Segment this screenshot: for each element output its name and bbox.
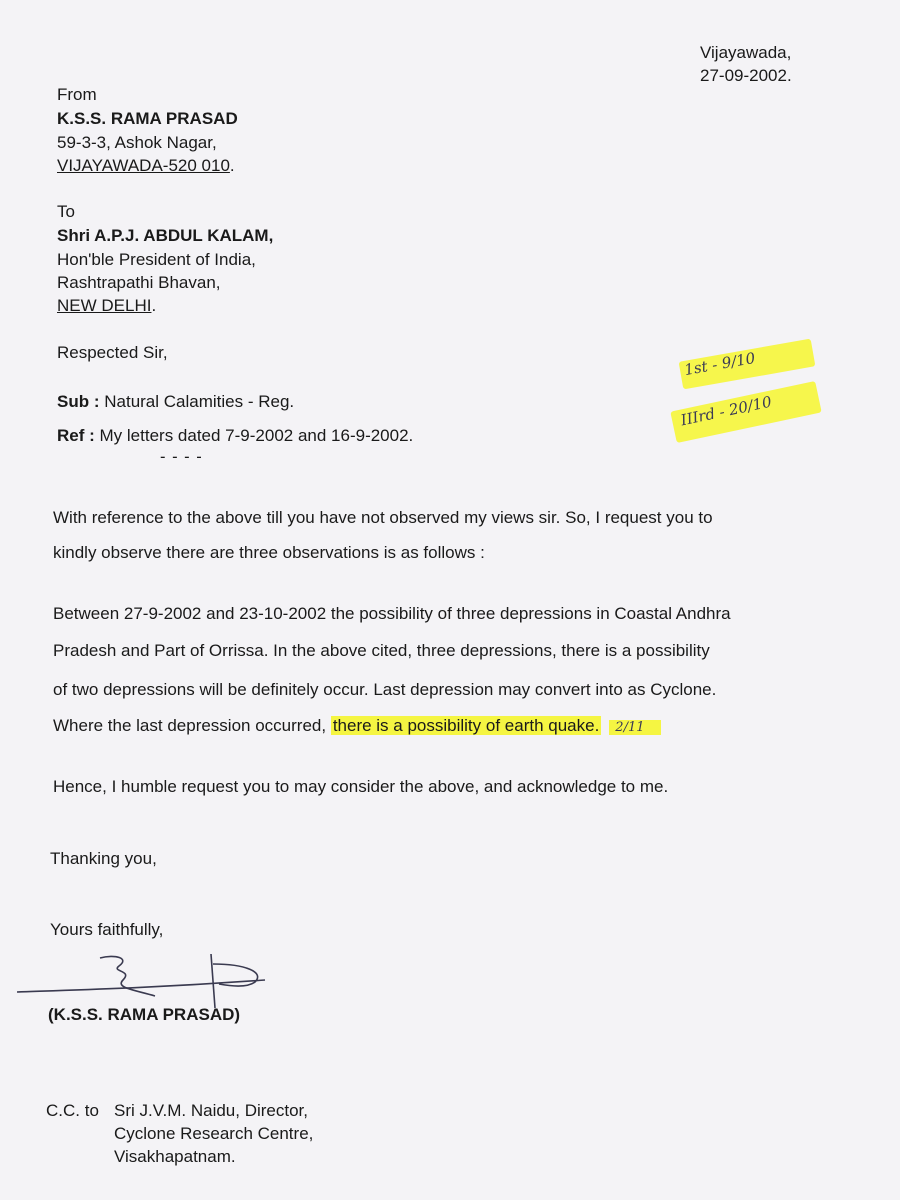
salutation: Respected Sir, xyxy=(57,343,168,362)
place: Vijayawada, xyxy=(700,43,792,62)
body-p3: Hence, I humble request you to may consider the above, and acknowledge to me. xyxy=(53,777,669,796)
body-p1-line2: kindly observe there are three observations is as follows : xyxy=(53,543,485,562)
thanking-you: Thanking you, xyxy=(50,849,157,868)
subject-line xyxy=(57,392,294,412)
reference-label: Ref : xyxy=(57,426,95,445)
annotation-3: 2/11 xyxy=(609,720,660,735)
sender-city xyxy=(57,156,235,176)
recipient-city xyxy=(57,296,156,316)
recipient-title: Hon'ble President of India, xyxy=(57,250,256,269)
sender-name: K.S.S. RAMA PRASAD xyxy=(57,109,238,128)
sender-address: 59-3-3, Ashok Nagar, xyxy=(57,133,217,152)
subject-label: Sub : xyxy=(57,392,100,411)
letter-date: 27-09-2002. xyxy=(700,66,792,85)
signatory-name: (K.S.S. RAMA PRASAD) xyxy=(48,1005,241,1024)
yours-faithfully: Yours faithfully, xyxy=(50,920,164,939)
annotation-1: 1st - 9/10 xyxy=(682,348,757,380)
cc-line3: Visakhapatnam. xyxy=(114,1147,236,1166)
body-p2-line3: of two depressions will be definitely occur. Last depression may convert into as Cyclone. xyxy=(53,680,717,699)
from-label: From xyxy=(57,85,97,104)
signature xyxy=(15,950,275,1010)
sender-city-text: VIJAYAWADA-520 010 xyxy=(57,156,230,175)
reference-line xyxy=(57,426,413,446)
body-p2-line4 xyxy=(53,716,661,736)
cc-line1: Sri J.V.M. Naidu, Director, xyxy=(114,1101,308,1120)
sender-city-suffix: . xyxy=(229,156,235,175)
to-label: To xyxy=(57,202,75,221)
subject-text: Natural Calamities - Reg. xyxy=(104,392,295,411)
ref-dashes: - - - - xyxy=(160,448,203,466)
cc-line2: Cyclone Research Centre, xyxy=(114,1124,314,1143)
body-p2-line2: Pradesh and Part of Orrissa. In the above cited, three depressions, there is a possibility xyxy=(53,641,710,660)
recipient-city-suffix: . xyxy=(151,296,157,315)
recipient-name: Shri A.P.J. ABDUL KALAM, xyxy=(57,226,274,245)
recipient-city-text: NEW DELHI xyxy=(57,296,152,315)
highlighted-phrase: there is a possibility of earth quake. xyxy=(332,716,600,735)
body-p1-line1: With reference to the above till you have not observed my views sir. So, I request you to xyxy=(53,508,713,527)
annotation-2: IIIrd - 20/10 xyxy=(679,392,774,430)
recipient-address: Rashtrapathi Bhavan, xyxy=(57,273,221,292)
body-p2-line1: Between 27-9-2002 and 23-10-2002 the possibility of three depressions in Coastal Andhra xyxy=(53,604,731,623)
reference-text: My letters dated 7-9-2002 and 16-9-2002. xyxy=(99,426,414,445)
cc-label: C.C. to xyxy=(46,1101,99,1120)
body-p2-line4-a: Where the last depression occurred, xyxy=(53,716,331,735)
